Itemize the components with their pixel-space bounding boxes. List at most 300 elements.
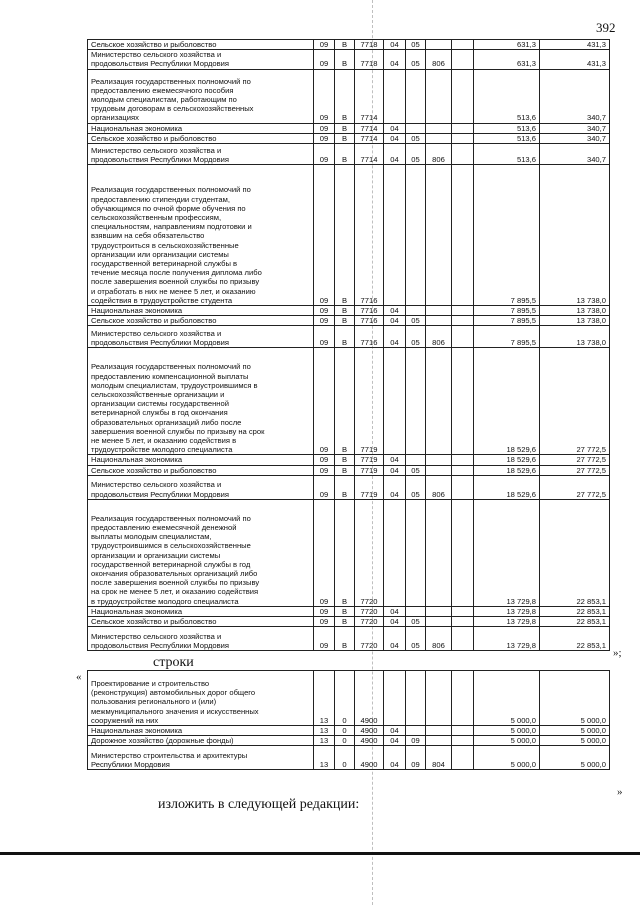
code-target: 7718 bbox=[355, 40, 384, 50]
code-division: 09 bbox=[406, 746, 426, 770]
row-name-line: специальностям, направлениям подготовки и bbox=[91, 222, 252, 232]
row-name bbox=[88, 144, 314, 165]
table-row bbox=[88, 499, 610, 606]
table-row bbox=[88, 133, 610, 143]
code-expense: 804 bbox=[426, 746, 452, 770]
row-name bbox=[88, 455, 314, 465]
bottom-rule bbox=[0, 852, 640, 855]
row-name-line: государственной ветеринарной службы в год bbox=[91, 559, 251, 569]
code-ministry: 13 bbox=[314, 746, 335, 770]
code-section: В bbox=[335, 465, 355, 475]
code-target: 7714 bbox=[355, 144, 384, 165]
code-ministry: 09 bbox=[314, 40, 335, 50]
table-row bbox=[88, 465, 610, 475]
row-name bbox=[88, 475, 314, 499]
value-2: 27 772,5 bbox=[540, 465, 610, 475]
row-name-line: продовольствия Республики Мордовия bbox=[91, 338, 230, 348]
code-division: 05 bbox=[406, 40, 426, 50]
code-ministry: 09 bbox=[314, 165, 335, 306]
row-name-line: и отработать в них не менее 5 лет, и оказанию bbox=[91, 286, 256, 296]
row-name-line: предоставлению компенсационной выплаты bbox=[91, 371, 249, 381]
value-2: 5 000,0 bbox=[540, 736, 610, 746]
value-1: 513,6 bbox=[474, 69, 540, 123]
code-subsection bbox=[384, 348, 406, 455]
code-division bbox=[406, 123, 426, 133]
code-division bbox=[406, 606, 426, 616]
code-division: 05 bbox=[406, 465, 426, 475]
row-name-line: Национальная экономика bbox=[91, 123, 183, 133]
code-expense: 806 bbox=[426, 326, 452, 348]
row-name-line: ветеринарной службы в год окончания bbox=[91, 408, 228, 418]
row-name-line: трудоустроившимся в сельскохозяйственные bbox=[91, 541, 251, 551]
table-row bbox=[88, 316, 610, 326]
table-row bbox=[88, 726, 610, 736]
row-name-line: трудоустройстве молодого специалиста bbox=[91, 445, 233, 455]
code-ministry: 09 bbox=[314, 133, 335, 143]
value-1: 18 529,6 bbox=[474, 348, 540, 455]
code-ministry: 09 bbox=[314, 627, 335, 651]
code-expense bbox=[426, 606, 452, 616]
code-section: 0 bbox=[335, 746, 355, 770]
table-row bbox=[88, 455, 610, 465]
code-target: 7714 bbox=[355, 133, 384, 143]
row-name bbox=[88, 165, 314, 306]
row-name-line: завершения военной службы по призыву на срок bbox=[91, 426, 265, 436]
row-name-line: в трудоустройстве молодого специалиста bbox=[91, 596, 239, 606]
code-ministry: 09 bbox=[314, 316, 335, 326]
row-name bbox=[88, 606, 314, 616]
row-name-line: Национальная экономика bbox=[91, 455, 183, 465]
blank-cell bbox=[452, 465, 474, 475]
code-ministry: 13 bbox=[314, 726, 335, 736]
code-subsection: 04 bbox=[384, 455, 406, 465]
blank-cell bbox=[452, 617, 474, 627]
value-2: 340,7 bbox=[540, 133, 610, 143]
row-name bbox=[88, 499, 314, 606]
code-section: В bbox=[335, 306, 355, 316]
blank-cell bbox=[452, 671, 474, 726]
value-1: 18 529,6 bbox=[474, 465, 540, 475]
code-division bbox=[406, 69, 426, 123]
row-name-line: Сельское хозяйство и рыболовство bbox=[91, 40, 217, 49]
value-2: 5 000,0 bbox=[540, 726, 610, 736]
code-ministry: 09 bbox=[314, 455, 335, 465]
code-subsection: 04 bbox=[384, 133, 406, 143]
value-2: 27 772,5 bbox=[540, 475, 610, 499]
code-target: 7718 bbox=[355, 50, 384, 69]
code-expense bbox=[426, 726, 452, 736]
code-target: 7716 bbox=[355, 306, 384, 316]
row-name-line: Министерство сельского хозяйства и bbox=[91, 145, 222, 155]
row-name bbox=[88, 746, 314, 770]
blank-cell bbox=[452, 165, 474, 306]
code-subsection: 04 bbox=[384, 123, 406, 133]
code-section: В bbox=[335, 133, 355, 143]
row-name-line: выплаты молодым специалистам, bbox=[91, 532, 212, 542]
code-section: В bbox=[335, 627, 355, 651]
value-2: 22 853,1 bbox=[540, 499, 610, 606]
row-name-line: молодым специалистам, трудоустроившимся в bbox=[91, 380, 258, 390]
code-expense bbox=[426, 455, 452, 465]
code-expense bbox=[426, 736, 452, 746]
value-2: 340,7 bbox=[540, 123, 610, 133]
table-row bbox=[88, 123, 610, 133]
code-target: 4900 bbox=[355, 736, 384, 746]
code-target: 4900 bbox=[355, 671, 384, 726]
blank-cell bbox=[452, 326, 474, 348]
blank-cell bbox=[452, 746, 474, 770]
row-name-line: Министерство сельского хозяйства и bbox=[91, 50, 222, 60]
code-expense bbox=[426, 465, 452, 475]
row-name-line: трудоустроиться в сельскохозяйственные bbox=[91, 240, 239, 250]
row-name-line: (реконструкция) автомобильных дорог общего bbox=[91, 688, 256, 698]
row-name bbox=[88, 306, 314, 316]
code-subsection bbox=[384, 165, 406, 306]
code-expense bbox=[426, 348, 452, 455]
code-expense bbox=[426, 123, 452, 133]
code-section: 0 bbox=[335, 736, 355, 746]
code-target: 7716 bbox=[355, 316, 384, 326]
code-subsection: 04 bbox=[384, 475, 406, 499]
value-2: 13 738,0 bbox=[540, 165, 610, 306]
opening-quote: « bbox=[76, 671, 82, 683]
table-row bbox=[88, 671, 610, 726]
code-subsection: 04 bbox=[384, 40, 406, 50]
row-name-line: предоставлению ежемесячного пособия bbox=[91, 85, 234, 95]
value-1: 631,3 bbox=[474, 50, 540, 69]
code-section: В bbox=[335, 40, 355, 50]
code-division bbox=[406, 671, 426, 726]
value-1: 5 000,0 bbox=[474, 726, 540, 736]
blank-cell bbox=[452, 123, 474, 133]
value-2: 22 853,1 bbox=[540, 627, 610, 651]
value-2: 27 772,5 bbox=[540, 348, 610, 455]
code-target: 4900 bbox=[355, 746, 384, 770]
row-name-line: взявшим на себя обязательство bbox=[91, 231, 205, 241]
table-row bbox=[88, 306, 610, 316]
code-section: В bbox=[335, 326, 355, 348]
row-name-line: сельскохозяйственные организации и bbox=[91, 390, 225, 399]
value-1: 631,3 bbox=[474, 40, 540, 50]
izlozhit-text: изложить в следующей редакции: bbox=[158, 797, 360, 812]
row-name-line: обучающимся по очной форме обучения по bbox=[91, 203, 246, 213]
code-target: 7719 bbox=[355, 455, 384, 465]
code-section: В bbox=[335, 316, 355, 326]
row-name-line: Дорожное хозяйство (дорожные фонды) bbox=[91, 736, 234, 746]
budget-table-1 bbox=[87, 39, 610, 651]
value-1: 13 729,8 bbox=[474, 606, 540, 616]
value-1: 5 000,0 bbox=[474, 736, 540, 746]
code-subsection: 04 bbox=[384, 316, 406, 326]
blank-cell bbox=[452, 455, 474, 465]
table-row bbox=[88, 627, 610, 651]
value-1: 7 895,5 bbox=[474, 326, 540, 348]
row-name-line: не менее 5 лет, и оказанию содействия в bbox=[91, 436, 237, 446]
code-expense: 806 bbox=[426, 627, 452, 651]
blank-cell bbox=[452, 475, 474, 499]
row-name-line: содействия в трудоустройстве студента bbox=[91, 295, 233, 305]
code-expense bbox=[426, 306, 452, 316]
code-section: В bbox=[335, 123, 355, 133]
code-section: В bbox=[335, 455, 355, 465]
code-target: 7720 bbox=[355, 606, 384, 616]
row-name-line: Министерство сельского хозяйства и bbox=[91, 480, 222, 490]
row-name-line: Реализация государственных полномочий по bbox=[91, 76, 251, 86]
row-name-line: сельскохозяйственным профессиям, bbox=[91, 212, 222, 222]
code-ministry: 09 bbox=[314, 123, 335, 133]
code-target: 7714 bbox=[355, 69, 384, 123]
code-expense bbox=[426, 671, 452, 726]
code-subsection: 04 bbox=[384, 627, 406, 651]
row-name-line: Республики Мордовия bbox=[91, 760, 170, 770]
code-ministry: 09 bbox=[314, 606, 335, 616]
row-name-line: течение месяца после получения диплома либо bbox=[91, 268, 262, 278]
row-name-line: сооружений на них bbox=[91, 715, 159, 725]
row-name-line: после завершения военной службы по призыву bbox=[91, 277, 260, 287]
row-name-line: предоставлению ежемесячной денежной bbox=[91, 523, 237, 532]
row-name-line: организации или организации системы bbox=[91, 249, 229, 259]
row-name-line: продовольствия Республики Мордовия bbox=[91, 59, 230, 69]
code-division bbox=[406, 165, 426, 306]
value-1: 7 895,5 bbox=[474, 165, 540, 306]
blank-cell bbox=[452, 499, 474, 606]
table-row bbox=[88, 50, 610, 69]
row-name-line: на срок не менее 5 лет, и оказанию содействия bbox=[91, 587, 259, 597]
code-ministry: 09 bbox=[314, 475, 335, 499]
value-1: 13 729,8 bbox=[474, 627, 540, 651]
page-number: 392 bbox=[596, 20, 616, 35]
code-subsection bbox=[384, 671, 406, 726]
blank-cell bbox=[452, 144, 474, 165]
code-expense bbox=[426, 165, 452, 306]
row-name-line: продовольствия Республики Мордовия bbox=[91, 154, 230, 164]
value-2: 340,7 bbox=[540, 144, 610, 165]
code-section: В bbox=[335, 50, 355, 69]
row-name bbox=[88, 617, 314, 627]
code-target: 7719 bbox=[355, 348, 384, 455]
value-1: 513,6 bbox=[474, 144, 540, 165]
value-2: 13 738,0 bbox=[540, 316, 610, 326]
row-name-line: Министерство сельского хозяйства и bbox=[91, 631, 222, 641]
code-division: 05 bbox=[406, 133, 426, 143]
budget-table-2 bbox=[87, 670, 610, 770]
code-division: 05 bbox=[406, 326, 426, 348]
row-name bbox=[88, 326, 314, 348]
code-target: 7714 bbox=[355, 123, 384, 133]
row-name bbox=[88, 671, 314, 726]
row-name-line: продовольствия Республики Мордовия bbox=[91, 641, 230, 651]
row-name-line: Реализация государственных полномочий по bbox=[91, 513, 251, 523]
value-2: 431,3 bbox=[540, 40, 610, 50]
code-target: 7719 bbox=[355, 465, 384, 475]
value-2: 27 772,5 bbox=[540, 455, 610, 465]
value-1: 513,6 bbox=[474, 123, 540, 133]
code-section: В bbox=[335, 475, 355, 499]
code-section: В bbox=[335, 144, 355, 165]
code-division: 05 bbox=[406, 144, 426, 165]
blank-cell bbox=[452, 50, 474, 69]
row-name-line: Проектирование и строительство bbox=[91, 678, 210, 688]
row-name-line: молодым специалистам, работающим по bbox=[91, 95, 237, 104]
row-name-line: организации системы государственной bbox=[91, 399, 229, 409]
code-division: 05 bbox=[406, 475, 426, 499]
code-ministry: 09 bbox=[314, 306, 335, 316]
code-ministry: 13 bbox=[314, 671, 335, 726]
blank-cell bbox=[452, 606, 474, 616]
row-name-line: организации и организации системы bbox=[91, 550, 221, 560]
code-target: 7719 bbox=[355, 475, 384, 499]
value-2: 22 853,1 bbox=[540, 617, 610, 627]
value-1: 13 729,8 bbox=[474, 499, 540, 606]
blank-cell bbox=[452, 627, 474, 651]
code-target: 7720 bbox=[355, 627, 384, 651]
code-subsection: 04 bbox=[384, 746, 406, 770]
code-subsection bbox=[384, 499, 406, 606]
blank-cell bbox=[452, 133, 474, 143]
code-division: 05 bbox=[406, 627, 426, 651]
row-name bbox=[88, 50, 314, 69]
row-name bbox=[88, 133, 314, 143]
row-name-line: Реализация государственных полномочий по bbox=[91, 362, 251, 372]
table-row bbox=[88, 475, 610, 499]
value-2: 13 738,0 bbox=[540, 326, 610, 348]
code-subsection bbox=[384, 69, 406, 123]
code-ministry: 09 bbox=[314, 348, 335, 455]
blank-cell bbox=[452, 306, 474, 316]
value-2: 13 738,0 bbox=[540, 306, 610, 316]
blank-cell bbox=[452, 726, 474, 736]
row-name-line: Министерство сельского хозяйства и bbox=[91, 329, 222, 339]
row-name-line: организациях bbox=[91, 113, 139, 123]
code-subsection: 04 bbox=[384, 326, 406, 348]
stroki-label: строки bbox=[153, 655, 194, 670]
table-row bbox=[88, 746, 610, 770]
code-target: 4900 bbox=[355, 726, 384, 736]
code-section: 0 bbox=[335, 671, 355, 726]
blank-cell bbox=[452, 348, 474, 455]
row-name bbox=[88, 348, 314, 455]
code-target: 7720 bbox=[355, 617, 384, 627]
table-row bbox=[88, 326, 610, 348]
code-expense bbox=[426, 69, 452, 123]
code-section: 0 bbox=[335, 726, 355, 736]
row-name-line: после завершения военной службы по призыву bbox=[91, 578, 260, 588]
row-name-line: Сельское хозяйство и рыболовство bbox=[91, 316, 217, 326]
table-row bbox=[88, 617, 610, 627]
table-row bbox=[88, 165, 610, 306]
code-ministry: 09 bbox=[314, 617, 335, 627]
value-2: 5 000,0 bbox=[540, 671, 610, 726]
code-section: В bbox=[335, 165, 355, 306]
blank-cell bbox=[452, 69, 474, 123]
code-subsection: 04 bbox=[384, 465, 406, 475]
row-name-line: межмуниципального значения и искусственных bbox=[91, 706, 259, 716]
value-2: 431,3 bbox=[540, 50, 610, 69]
code-subsection: 04 bbox=[384, 606, 406, 616]
row-name-line: Национальная экономика bbox=[91, 306, 183, 316]
row-name-line: Министерство строительства и архитектуры bbox=[91, 751, 248, 760]
value-1: 18 529,6 bbox=[474, 455, 540, 465]
code-expense: 806 bbox=[426, 50, 452, 69]
value-1: 7 895,5 bbox=[474, 316, 540, 326]
code-ministry: 09 bbox=[314, 499, 335, 606]
row-name-line: Сельское хозяйство и рыболовство bbox=[91, 133, 217, 143]
row-name-line: Реализация государственных полномочий по bbox=[91, 185, 251, 195]
row-name-line: государственной ветеринарной службы в bbox=[91, 259, 238, 268]
code-target: 7716 bbox=[355, 326, 384, 348]
code-target: 7716 bbox=[355, 165, 384, 306]
code-division: 05 bbox=[406, 50, 426, 69]
code-section: В bbox=[335, 606, 355, 616]
table-row bbox=[88, 736, 610, 746]
code-division bbox=[406, 455, 426, 465]
value-2: 22 853,1 bbox=[540, 606, 610, 616]
code-division: 05 bbox=[406, 316, 426, 326]
table-row bbox=[88, 348, 610, 455]
table-row bbox=[88, 144, 610, 165]
code-division: 05 bbox=[406, 617, 426, 627]
row-name-line: окончания образовательных организаций либо bbox=[91, 569, 258, 579]
code-division bbox=[406, 306, 426, 316]
table-row bbox=[88, 69, 610, 123]
row-name-line: Сельское хозяйство и рыболовство bbox=[91, 617, 217, 627]
value-1: 18 529,6 bbox=[474, 475, 540, 499]
code-expense bbox=[426, 316, 452, 326]
code-section: В bbox=[335, 499, 355, 606]
code-expense: 806 bbox=[426, 144, 452, 165]
value-1: 5 000,0 bbox=[474, 671, 540, 726]
code-expense bbox=[426, 40, 452, 50]
code-ministry: 09 bbox=[314, 50, 335, 69]
code-section: В bbox=[335, 348, 355, 455]
row-name bbox=[88, 726, 314, 736]
value-1: 513,6 bbox=[474, 133, 540, 143]
code-division bbox=[406, 348, 426, 455]
code-division bbox=[406, 499, 426, 606]
row-name bbox=[88, 627, 314, 651]
code-section: В bbox=[335, 617, 355, 627]
row-name bbox=[88, 123, 314, 133]
blank-cell bbox=[452, 316, 474, 326]
closing-quote-2: » bbox=[617, 786, 623, 798]
value-1: 5 000,0 bbox=[474, 746, 540, 770]
row-name-line: образовательных организаций либо после bbox=[91, 417, 242, 427]
row-name bbox=[88, 316, 314, 326]
code-subsection: 04 bbox=[384, 50, 406, 69]
table-row bbox=[88, 40, 610, 50]
table-row bbox=[88, 606, 610, 616]
code-ministry: 09 bbox=[314, 326, 335, 348]
row-name-line: Национальная экономика bbox=[91, 726, 183, 735]
blank-cell bbox=[452, 40, 474, 50]
row-name-line: предоставлению стипендии студентам, bbox=[91, 194, 230, 204]
row-name bbox=[88, 736, 314, 746]
row-name-line: трудовым договорам в сельскохозяйственных bbox=[91, 104, 254, 114]
code-target: 7720 bbox=[355, 499, 384, 606]
row-name bbox=[88, 465, 314, 475]
value-2: 340,7 bbox=[540, 69, 610, 123]
row-name-line: продовольствия Республики Мордовия bbox=[91, 489, 230, 499]
closing-quote-1: »; bbox=[613, 647, 622, 659]
code-subsection: 04 bbox=[384, 306, 406, 316]
code-expense bbox=[426, 133, 452, 143]
row-name bbox=[88, 69, 314, 123]
code-expense bbox=[426, 617, 452, 627]
value-1: 13 729,8 bbox=[474, 617, 540, 627]
row-name bbox=[88, 40, 314, 50]
value-2: 5 000,0 bbox=[540, 746, 610, 770]
code-ministry: 09 bbox=[314, 144, 335, 165]
